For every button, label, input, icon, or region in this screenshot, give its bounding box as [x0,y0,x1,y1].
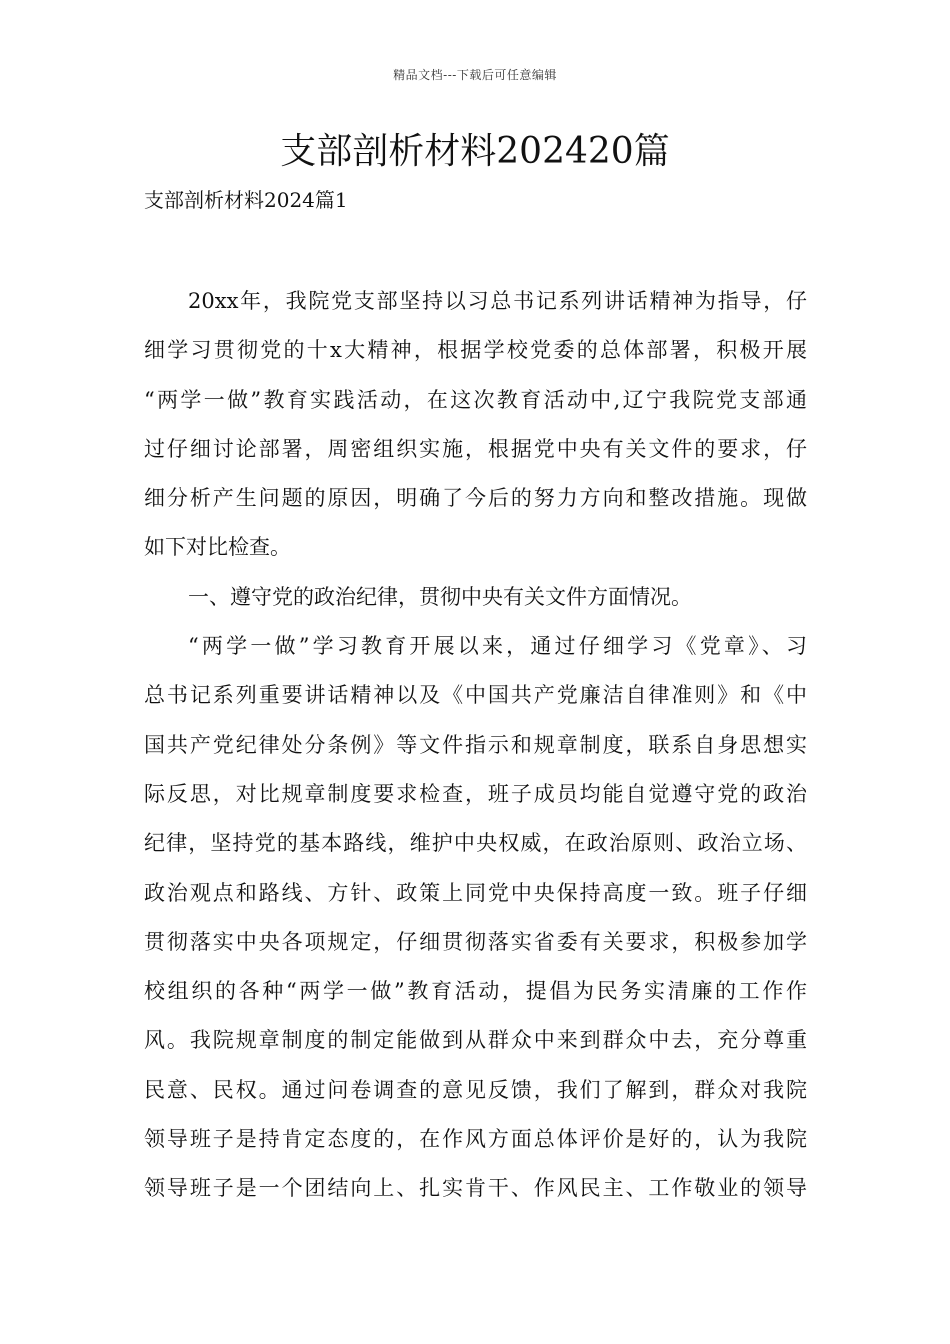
paragraph-line: 贯彻落实中央各项规定，仔细贯彻落实省委有关要求，积极参加学 [144,929,807,954]
paragraph-line: 政治观点和路线、方针、政策上同党中央保持高度一致。班子仔细 [144,880,807,905]
paragraph-line: “两学一做”教育实践活动，在这次教育活动中,辽宁我院党支部通 [144,387,807,412]
page-title: 支部剖析材料202420篇 [280,131,670,172]
paragraph-line: 纪律，坚持党的基本路线，维护中央权威，在政治原则、政治立场、 [144,831,807,856]
paragraph-line: 民意、民权。通过问卷调查的意见反馈，我们了解到，群众对我院 [144,1077,807,1102]
section-heading: 一、遵守党的政治纪律，贯彻中央有关文件方面情况。 [188,584,692,609]
paragraph-line: 领导班子是一个团结向上、扎实肯干、作风民主、工作敬业的领导 [144,1176,807,1201]
paragraph-line: 校组织的各种“两学一做”教育活动，提倡为民务实清廉的工作作 [144,979,807,1004]
paragraph-line: 领导班子是持肯定态度的，在作风方面总体评价是好的，认为我院 [144,1127,807,1152]
paragraph-line: 细分析产生问题的原因，明确了今后的努力方向和整改措施。现做 [144,486,807,511]
paragraph-line: 风。我院规章制度的制定能做到从群众中来到群众中去，充分尊重 [144,1028,807,1053]
header-note: 精品文档---下载后可任意编辑 [393,68,557,82]
paragraph-line: 20xx年，我院党支部坚持以习总书记系列讲话精神为指导，仔 [188,289,807,313]
document-subtitle: 支部剖析材料2024篇1 [144,188,348,212]
paragraph-line: 总书记系列重要讲话精神以及《中国共产党廉洁自律准则》和《中 [144,683,807,708]
paragraph-line: 如下对比检查。 [144,535,291,560]
paragraph-line: 际反思，对比规章制度要求检查，班子成员均能自觉遵守党的政治 [144,781,807,806]
paragraph-line: 过仔细讨论部署，周密组织实施，根据党中央有关文件的要求，仔 [144,436,807,461]
paragraph-line: 细学习贯彻党的十x大精神，根据学校党委的总体部署，积极开展 [144,338,807,363]
paragraph-line: 国共产党纪律处分条例》等文件指示和规章制度，联系自身思想实 [144,732,807,757]
paragraph-line: “两学一做”学习教育开展以来，通过仔细学习《党章》、习 [188,634,807,659]
document-body [144,283,807,1220]
